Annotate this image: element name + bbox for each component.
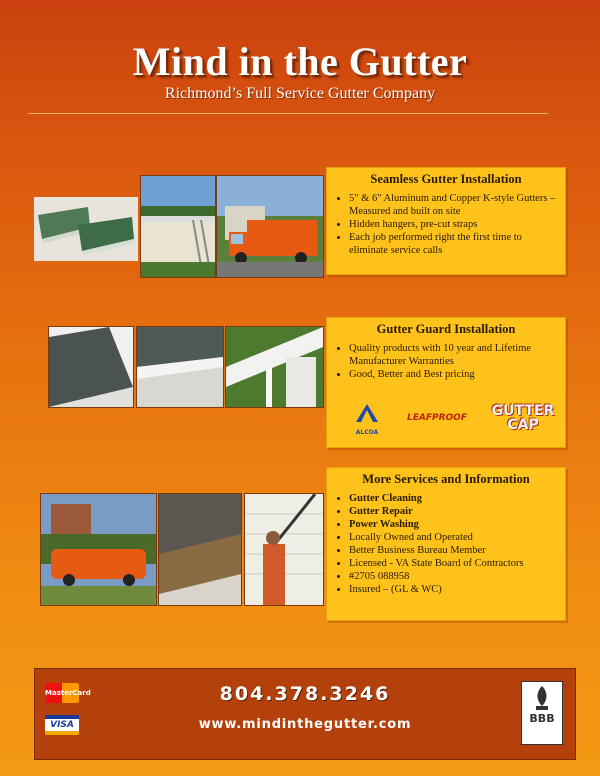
list-item: • Locally Owned and Operated [349, 531, 559, 544]
website-link[interactable]: www.mindinthegutter.com [198, 717, 412, 732]
alcoa-logo: ALCOA [347, 404, 387, 439]
phone-number[interactable]: 804.378.3246 [219, 683, 391, 705]
section-heading: Gutter Guard Installation [376, 322, 516, 336]
gutter-guard-panel [326, 317, 566, 448]
list-item: • Good, Better and Best pricing [349, 368, 559, 381]
list-item: • 5" & 6" Aluminum and Copper K-style Gutters – Measured and built on site [349, 192, 559, 218]
section-heading: More Services and Information [362, 472, 530, 486]
gutter-guard-closeup-photo [136, 326, 224, 408]
more-services-panel [326, 467, 566, 621]
list-item: • Hidden hangers, pre-cut straps [349, 218, 559, 231]
company-truck-photo [216, 175, 324, 278]
gutter-cap-logo: GUTTER CAP [491, 403, 555, 433]
list-item: • Insured – (GL & WC) [349, 583, 559, 596]
section-heading: Seamless Gutter Installation [370, 172, 522, 186]
bbb-logo: BBB [521, 681, 563, 745]
list-item: • Licensed - VA State Board of Contractors [349, 557, 559, 570]
van-photo [40, 493, 157, 606]
power-washing-photo [244, 493, 324, 606]
roof-shingles-photo [48, 326, 134, 408]
mastercard-logo: MasterCard [45, 683, 79, 703]
visa-logo: VISA [45, 715, 79, 735]
gutter-samples-photo [34, 197, 138, 261]
seamless-gutter-panel [326, 167, 566, 275]
house-gutter-ladder-photo [140, 175, 216, 278]
header-divider [28, 113, 548, 114]
list-item: • Each job performed right the first time to eliminate service calls [349, 231, 559, 257]
list-item: • Better Business Bureau Member [349, 544, 559, 557]
leafproof-logo: LEAFPROOF [407, 413, 467, 423]
list-item: • Gutter Cleaning [349, 492, 559, 505]
list-item: • #2705 088958 [349, 570, 559, 583]
page-subtitle: Richmond’s Full Service Gutter Company [164, 85, 436, 102]
list-item: • Gutter Repair [349, 505, 559, 518]
page-title: Mind in the Gutter [132, 39, 468, 84]
clogged-gutter-photo [158, 493, 242, 606]
downspout-photo [225, 326, 324, 408]
list-item: • Power Washing [349, 518, 559, 531]
list-item: • Quality products with 10 year and Lifetime Manufacturer Warranties [349, 342, 559, 368]
footer-bar [34, 668, 576, 760]
